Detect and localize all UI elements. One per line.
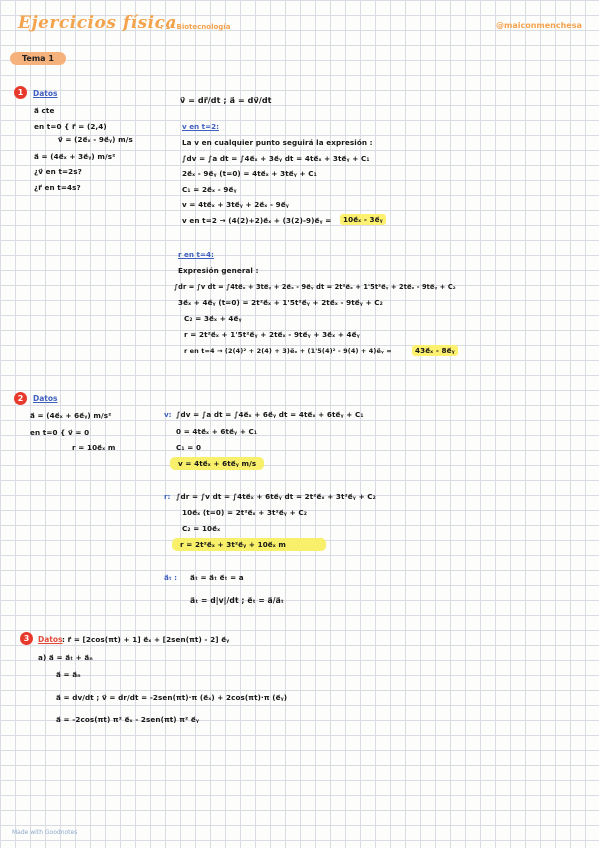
data-line: en t=0 { v⃗ = 0: [30, 428, 90, 437]
work-line: a⃗ = -2cos(πt) π² e⃗ₓ - 2sen(πt) π² e⃗ᵧ: [56, 715, 200, 724]
datos-heading: Datos: [38, 635, 63, 644]
work-line: v en t=2 → (4(2)+2)e⃗ₓ + (3(2)-9)e⃗ᵧ =: [182, 216, 332, 225]
section-heading: r en t=4:: [178, 250, 214, 259]
author-handle: @maiconmenchesa: [496, 21, 582, 30]
exercise-number-badge: 3: [20, 632, 33, 645]
data-line: en t=0 { r⃗ = (2,4): [34, 122, 107, 131]
work-line: a⃗ = dv/dt ; v⃗ = dr/dt = -2sen(πt)·π (e⃗ₓ) + 2cos(πt)·π (e⃗ᵧ): [56, 693, 288, 702]
section-heading: v:: [164, 410, 172, 419]
page-subtitle: : 1º Biotecnología: [160, 23, 231, 31]
work-line: a) a⃗ = a⃗ₜ + a⃗ₙ: [38, 653, 93, 662]
result-highlight: r = 2t²e⃗ₓ + 3t²e⃗ᵧ + 10e⃗ₓ m: [172, 538, 326, 551]
data-line: a⃗ cte: [34, 106, 55, 115]
datos-heading: Datos: [33, 89, 58, 98]
data-line: a⃗ = (4e⃗ₓ + 6e⃗ᵧ) m/s²: [30, 411, 112, 420]
work-line: v = 4te⃗ₓ + 3te⃗ᵧ + 2e⃗ₓ - 9e⃗ᵧ: [182, 200, 289, 209]
page-title: Ejercicios física: [18, 13, 177, 33]
data-line: ¿r⃗ en t=4s?: [34, 183, 81, 192]
work-line: a⃗ = a⃗ₙ: [56, 670, 81, 679]
work-line: a⃗ₜ = d|v|/dt ; e⃗ₜ = a⃗/a⃗ₜ: [190, 596, 284, 605]
section-heading: r:: [164, 492, 171, 501]
footer-watermark: Made with Goodnotes: [12, 829, 78, 836]
work-line: 0 = 4te⃗ₓ + 6te⃗ᵧ + C₁: [176, 427, 258, 436]
section-tag: Tema 1: [10, 52, 66, 65]
exercise-number-badge: 2: [14, 392, 27, 405]
work-line: Expresión general :: [178, 266, 259, 275]
work-line: a⃗ₜ = a⃗ₜ e⃗ₜ = a: [190, 573, 244, 582]
work-line: C₁ = 2e⃗ₓ - 9e⃗ᵧ: [182, 185, 237, 194]
result-highlight: 43e⃗ₓ - 8e⃗ᵧ: [412, 345, 458, 356]
data-line: ¿v⃗ en t=2s?: [34, 167, 82, 176]
data-line: r = 10e⃗ₓ m: [72, 443, 116, 452]
work-line: r = 2t²e⃗ₓ + 1'5t²e⃗ᵧ + 2te⃗ₓ - 9te⃗ᵧ + 3e⃗ₓ + 4e⃗ᵧ: [184, 330, 360, 339]
exercise-number-badge: 1: [14, 86, 27, 99]
definitions-formula: v⃗ = dr⃗/dt ; a⃗ = dv⃗/dt: [180, 96, 272, 105]
work-line: C₂ = 10e⃗ₓ: [182, 524, 221, 533]
work-line: La v en cualquier punto seguirá la expresión :: [182, 138, 373, 147]
data-line: a⃗ = (4e⃗ₓ + 3e⃗ᵧ) m/s²: [34, 152, 116, 161]
section-heading: v en t=2:: [182, 122, 220, 131]
work-line: ∫dr = ∫v dt = ∫4te⃗ₓ + 3te⃗ᵧ + 2e⃗ₓ - 9e⃗ᵧ dt = 2t²e⃗ₓ + 1'5t²e⃗ᵧ + 2te⃗ₓ - 9te⃗ᵧ + C₂: [174, 283, 456, 291]
work-line: 2e⃗ₓ - 9e⃗ᵧ (t=0) = 4te⃗ₓ + 3te⃗ᵧ + C₁: [182, 169, 317, 178]
result-highlight: 10e⃗ₓ - 3e⃗ᵧ: [340, 214, 386, 225]
work-line: 10e⃗ₓ (t=0) = 2t²e⃗ₓ + 3t²e⃗ᵧ + C₂: [182, 508, 307, 517]
work-line: ∫dv = ∫a dt = ∫4e⃗ₓ + 6e⃗ᵧ dt = 4te⃗ₓ + 6te⃗ᵧ + C₁: [176, 410, 364, 419]
work-line: ∫dv = ∫a dt = ∫4e⃗ₓ + 3e⃗ᵧ dt = 4te⃗ₓ + 3te⃗ᵧ + C₁: [182, 154, 370, 163]
work-line: r en t=4 → (2(4)² + 2(4) + 3)e⃗ₓ + (1'5(4)² - 9(4) + 4)e⃗ᵧ =: [184, 347, 392, 355]
work-line: C₁ = 0: [176, 443, 202, 452]
section-heading: a⃗ₜ :: [164, 573, 178, 582]
work-line: C₂ = 3e⃗ₓ + 4e⃗ᵧ: [184, 314, 242, 323]
work-line: ∫dr = ∫v dt = ∫4te⃗ₓ + 6te⃗ᵧ dt = 2t²e⃗ₓ + 3t²e⃗ᵧ + C₂: [176, 492, 376, 501]
data-line: v⃗ = (2e⃗ₓ - 9e⃗ᵧ) m/s: [58, 135, 133, 144]
work-line: 3e⃗ₓ + 4e⃗ᵧ (t=0) = 2t²e⃗ₓ + 1'5t²e⃗ᵧ + 2te⃗ₓ - 9te⃗ᵧ + C₂: [178, 298, 383, 307]
datos-heading: Datos: [33, 394, 58, 403]
result-highlight: v = 4te⃗ₓ + 6te⃗ᵧ m/s: [170, 457, 264, 470]
work-line: : r⃗ = [2cos(πt) + 1] e⃗ₓ + [2sen(πt) - 2] e⃗ᵧ: [62, 635, 230, 644]
